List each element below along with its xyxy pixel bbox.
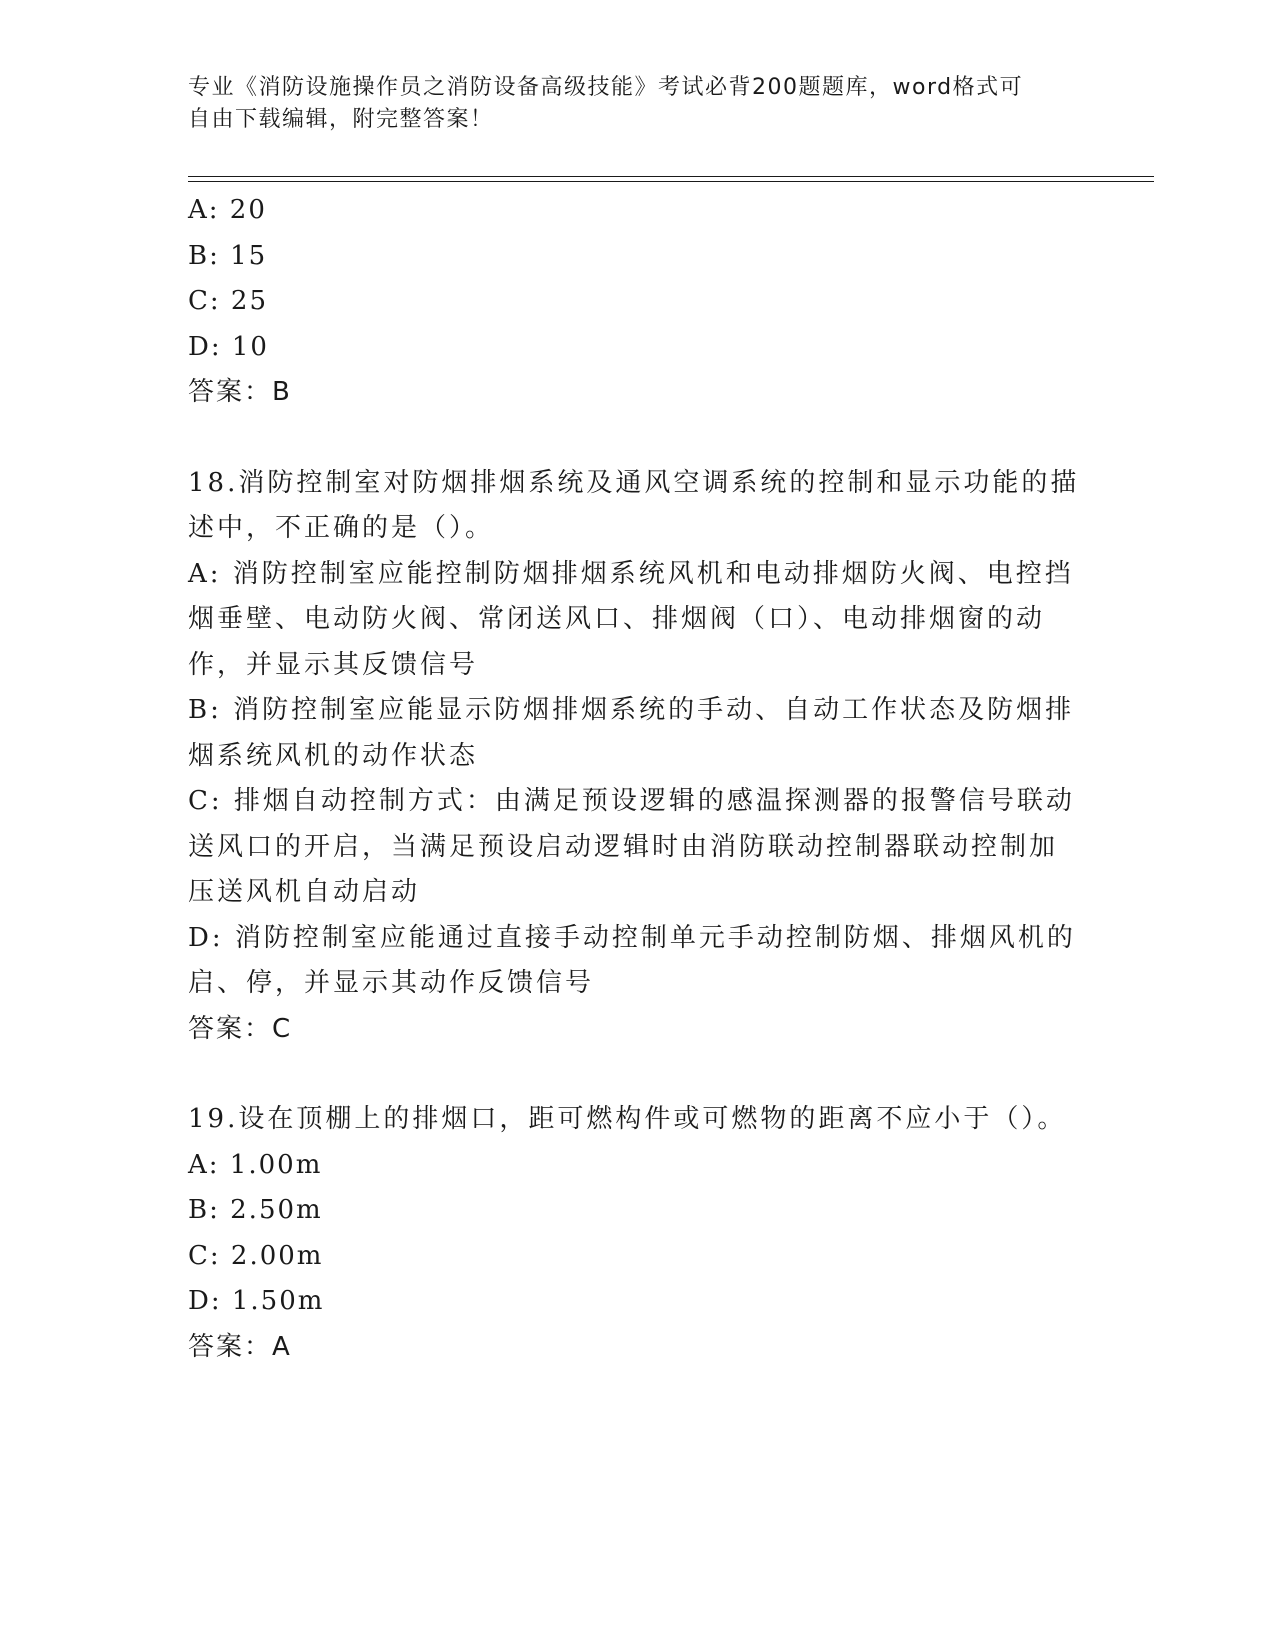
header-line-1: 专业《消防设施操作员之消防设备高级技能》考试必背200题题库，word格式可 <box>188 75 1024 100</box>
q18-option-a-line-2: 烟垂壁、电动防火阀、常闭送风口、排烟阀（口）、电动排烟窗的动 <box>188 604 1046 634</box>
q18-option-c-line-3: 压送风机自动启动 <box>188 877 421 907</box>
q17-option-d: D: 10 <box>188 331 269 362</box>
q17-answer: 答案：B <box>188 377 292 407</box>
header-line-2: 自由下载编辑，附完整答案！ <box>188 107 494 132</box>
document-body <box>188 188 1088 1370</box>
spacer <box>188 416 1088 461</box>
q19-answer: 答案：A <box>188 1331 292 1362</box>
question-19-block <box>188 1097 1088 1370</box>
question-18-block <box>188 461 1088 1053</box>
q18-option-a-line-1: A: 消防控制室应能控制防烟排烟系统风机和电动排烟防火阀、电控挡 <box>188 558 1074 589</box>
q18-option-b-line-2: 烟系统风机的动作状态 <box>188 740 479 771</box>
q17-option-b: B: 15 <box>188 240 268 271</box>
q19-option-a: A: 1.00m <box>188 1149 323 1180</box>
spacer <box>188 1052 1088 1097</box>
q18-option-c-line-2: 送风口的开启，当满足预设启动逻辑时由消防联动控制器联动控制加 <box>188 831 1059 862</box>
q18-question-line-1: 18.消防控制室对防烟排烟系统及通风空调系统的控制和显示功能的描 <box>188 467 1080 498</box>
q18-option-b-line-1: B: 消防控制室应能显示防烟排烟系统的手动、自动工作状态及防烟排 <box>188 695 1075 725</box>
q18-option-c-line-1: C: 排烟自动控制方式：由满足预设逻辑的感温探测器的报警信号联动 <box>188 786 1075 816</box>
q17-option-c: C: 25 <box>188 286 269 316</box>
question-17-block <box>188 188 1088 416</box>
q19-option-b: B: 2.50m <box>188 1195 323 1225</box>
document-header <box>188 72 1088 136</box>
q18-question-line-2: 述中，不正确的是（）。 <box>188 513 495 543</box>
header-divider <box>188 176 1154 182</box>
q19-question: 19.设在顶棚上的排烟口，距可燃构件或可燃物的距离不应小于（）。 <box>188 1104 1067 1134</box>
q18-option-d-line-1: D: 消防控制室应能通过直接手动控制单元手动控制防烟、排烟风机的 <box>188 922 1076 953</box>
q19-option-c: C: 2.00m <box>188 1240 324 1271</box>
q17-option-a: A: 20 <box>188 195 267 225</box>
q18-option-a-line-3: 作，并显示其反馈信号 <box>188 649 479 680</box>
q19-option-d: D: 1.50m <box>188 1286 325 1316</box>
q18-answer: 答案：C <box>188 1013 293 1044</box>
q18-option-d-line-2: 启、停，并显示其动作反馈信号 <box>188 968 595 998</box>
